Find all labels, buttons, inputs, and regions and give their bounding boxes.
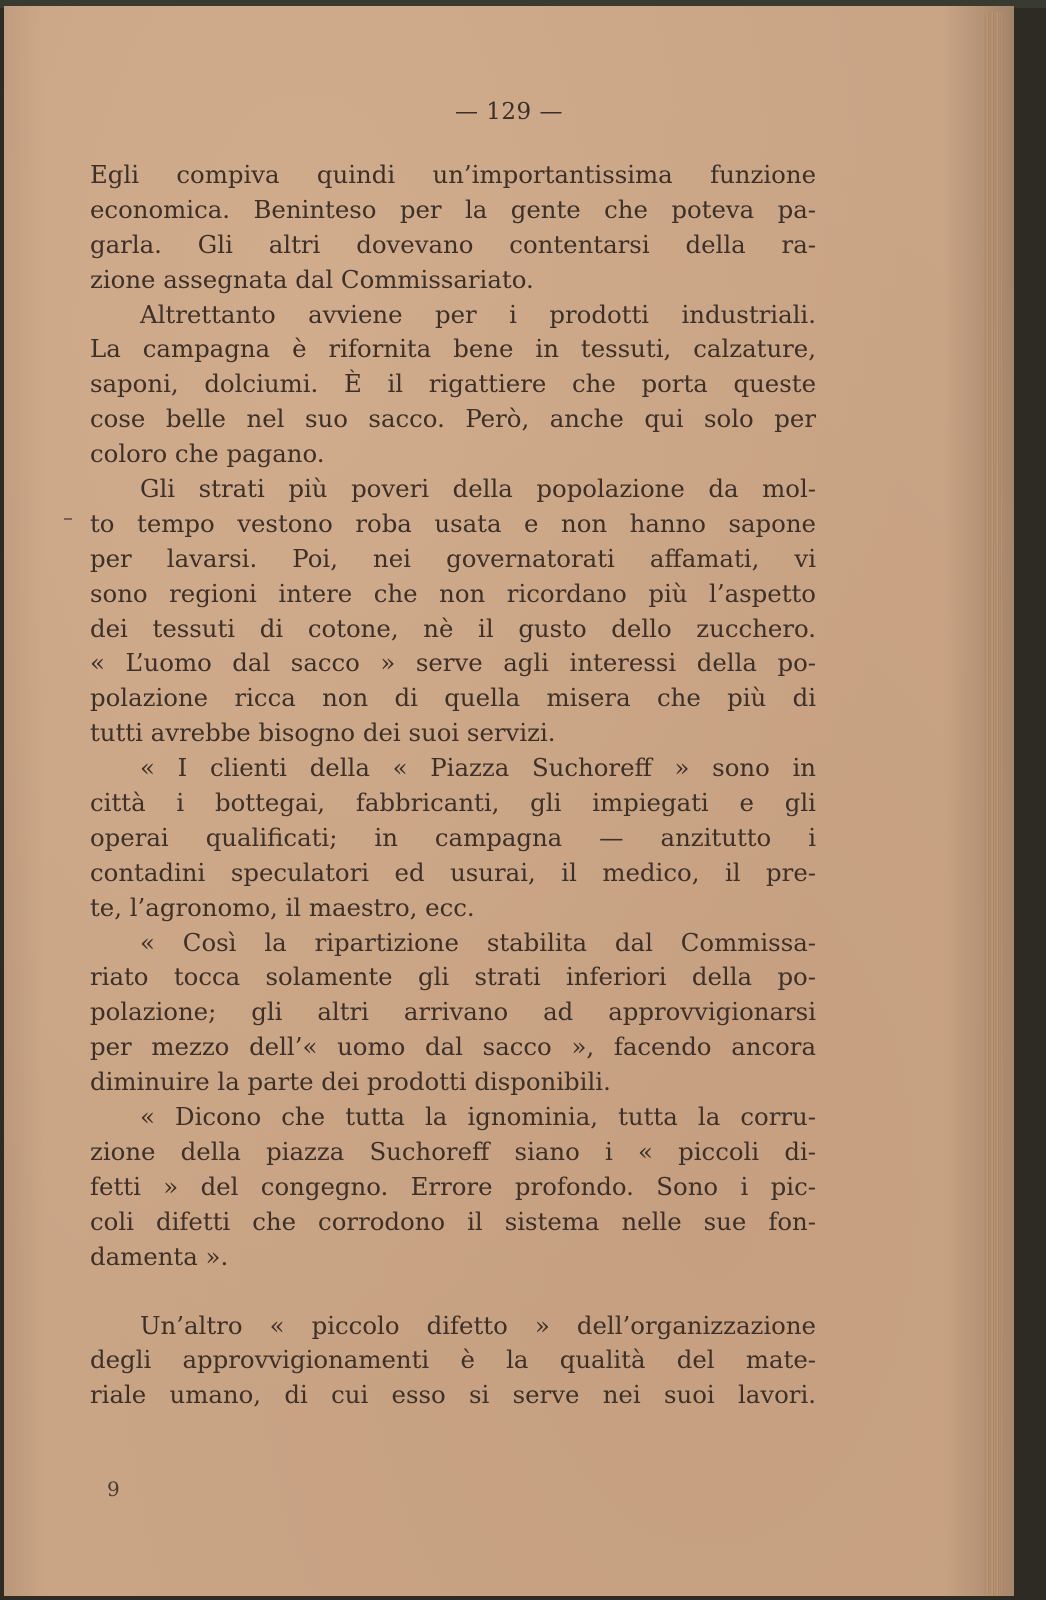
- text-line: contadini speculatori ed usurai, il medico, il pre-: [90, 857, 816, 887]
- text-line: polazione; gli altri arrivano ad approvvigionarsi: [90, 997, 816, 1027]
- text-line: « I clienti della « Piazza Suchoreff » sono in: [140, 753, 816, 783]
- text-line: Gli strati più poveri della popolazione da mol-: [140, 474, 816, 504]
- text-line: fetti » del congegno. Errore profondo. Sono i pic-: [90, 1171, 816, 1201]
- signature-mark: 9: [107, 1477, 120, 1501]
- text-line: Un’altro « piccolo difetto » dell’organizzazione: [140, 1310, 816, 1340]
- paragraph-6: [90, 1100, 816, 1274]
- book-page: [4, 6, 1014, 1596]
- text-line: damenta ».: [90, 1241, 229, 1271]
- text-line: saponi, dolciumi. È il rigattiere che porta queste: [90, 369, 816, 399]
- paragraph-4: [90, 751, 816, 925]
- text-line: Egli compiva quindi un’importantissima funzione: [90, 160, 816, 189]
- text-line: città i bottegai, fabbricanti, gli impiegati e gli: [90, 788, 816, 818]
- text-line: te, l’agronomo, il maestro, ecc.: [90, 892, 475, 922]
- text-line: sono regioni intere che non ricordano più l’aspetto: [90, 578, 816, 608]
- text-line: zione assegnata dal Commissariato.: [90, 264, 534, 294]
- text-line: « Dicono che tutta la ignominia, tutta la corru-: [140, 1102, 816, 1132]
- section-gap: [90, 1275, 816, 1309]
- text-line: dei tessuti di cotone, nè il gusto dello zucchero.: [90, 613, 816, 643]
- body-text: [90, 158, 816, 1413]
- page-edge-stack: [984, 12, 1002, 1596]
- text-line: economica. Beninteso per la gente che poteva pa-: [90, 194, 816, 224]
- text-line: operai qualificati; in campagna — anzitutto i: [90, 822, 816, 852]
- text-line: tutti avrebbe bisogno dei suoi servizi.: [90, 718, 556, 748]
- paragraph-2: [90, 298, 816, 472]
- text-line: coloro che pagano.: [90, 439, 325, 469]
- text-line: cose belle nel suo sacco. Però, anche qui solo per: [90, 404, 816, 434]
- page-number: — 129 —: [454, 99, 564, 125]
- text-line: riale umano, di cui esso si serve nei suoi lavori.: [90, 1380, 816, 1410]
- text-line: zione della piazza Suchoreff siano i « piccoli di-: [90, 1136, 816, 1166]
- text-line: diminuire la parte dei prodotti disponibili.: [90, 1067, 611, 1097]
- paragraph-5: [90, 926, 816, 1100]
- paragraph-1: [90, 158, 816, 298]
- text-line: degli approvvigionamenti è la qualità del mate-: [90, 1345, 816, 1375]
- text-line: garla. Gli altri dovevano contentarsi della ra-: [90, 229, 816, 259]
- text-line: per lavarsi. Poi, nei governatorati affamati, vi: [90, 543, 816, 573]
- text-line: riato tocca solamente gli strati inferiori della po-: [90, 962, 816, 992]
- text-line: « L’uomo dal sacco » serve agli interessi della po-: [90, 648, 816, 678]
- paragraph-7: [90, 1309, 816, 1414]
- text-line: per mezzo dell’« uomo dal sacco », facendo ancora: [90, 1032, 816, 1062]
- text-line: to tempo vestono roba usata e non hanno sapone: [90, 508, 816, 538]
- text-line: Altrettanto avviene per i prodotti industriali.: [140, 299, 816, 329]
- margin-mark: [64, 518, 72, 520]
- text-line: « Così la ripartizione stabilita dal Commissa-: [140, 927, 816, 957]
- text-line: La campagna è rifornita bene in tessuti, calzature,: [90, 334, 816, 364]
- paragraph-3: [90, 472, 816, 751]
- text-line: polazione ricca non di quella misera che più di: [90, 683, 816, 713]
- text-line: coli difetti che corrodono il sistema nelle sue fon-: [90, 1206, 816, 1236]
